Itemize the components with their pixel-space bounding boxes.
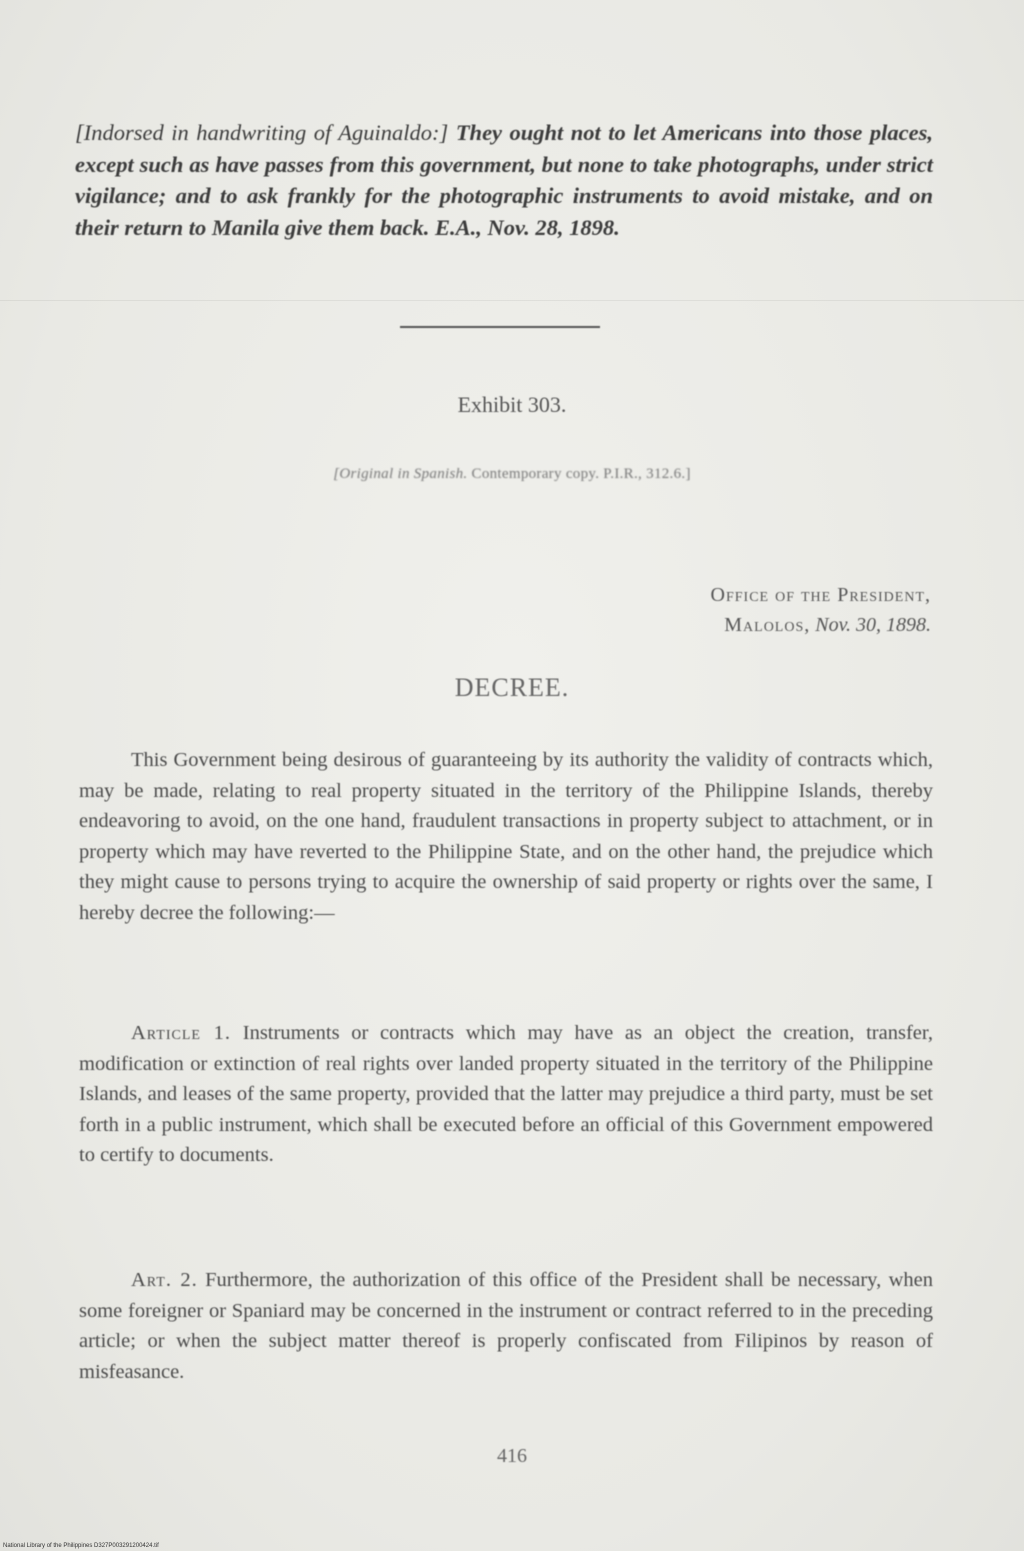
- page-number: 416: [497, 1445, 527, 1467]
- office-heading: [711, 580, 931, 640]
- intro-text: This Government being desirous of guaranteeing by its authority the validity of contracts which, may be made, relating to real property situated in the territory of the Philippine Islands, thereby endeavoring to avoid, on the one hand, fraudulent transactions in property subject to attachment, or in property which may have reverted to the Philippine State, and on the other hand, the prejudice which they might cause to persons trying to acquire the ownership of said property or rights over the same, I hereby decree the following:—: [79, 749, 933, 924]
- footer-credit: National Library of the Philippines D327P003291200424.tif: [3, 1543, 159, 1549]
- scan-artifact-line: [0, 300, 1024, 301]
- article-2-label: Art. 2.: [131, 1269, 198, 1291]
- office-name: Office of the President,: [710, 584, 931, 606]
- office-place: Malolos,: [724, 614, 811, 636]
- decree-intro-paragraph: [79, 745, 933, 928]
- endorsement-text: They ought not to let Americans into those places, except such as have passes from this government, but none to take photographs, under strict vigilance; and to ask frankly for the photographic instruments to avoid mistake, and on their return to Manila give them back. E.A., Nov. 28, 1898.: [75, 120, 934, 240]
- endorsement-note: [75, 117, 933, 243]
- endorsement-lead: [Indorsed in handwriting of Aguinaldo:]: [75, 120, 449, 145]
- exhibit-title: Exhibit 303.: [457, 392, 567, 417]
- article-1-paragraph: [79, 1018, 933, 1171]
- source-note-lead: [Original in Spanish.: [333, 466, 468, 482]
- decree-title: DECREE.: [454, 673, 570, 702]
- office-date: Nov. 30, 1898.: [815, 614, 931, 636]
- source-note: [0, 466, 1024, 483]
- article-1-label: Article 1.: [131, 1022, 232, 1044]
- article-1-text: Instruments or contracts which may have as an object the creation, transfer, modification or extinction of real rights over landed property situated in the territory of the Philippine Islands, and leases of the same property, provided that the latter may prejudice a third party, must be set forth in a public instrument, which shall be executed before an official of this Government empowered to certify to documents.: [79, 1022, 934, 1166]
- source-note-rest: Contemporary copy. P.I.R., 312.6.]: [471, 466, 691, 482]
- article-2-text: Furthermore, the authorization of this office of the President shall be necessary, when some foreigner or Spaniard may be concerned in the instrument or contract referred to in the preceding article; or when the subject matter thereof is properly confiscated from Filipinos by reason of misfeasance.: [79, 1269, 934, 1383]
- section-divider: [400, 326, 600, 328]
- office-place-date: [711, 610, 931, 640]
- article-2-paragraph: [79, 1265, 933, 1387]
